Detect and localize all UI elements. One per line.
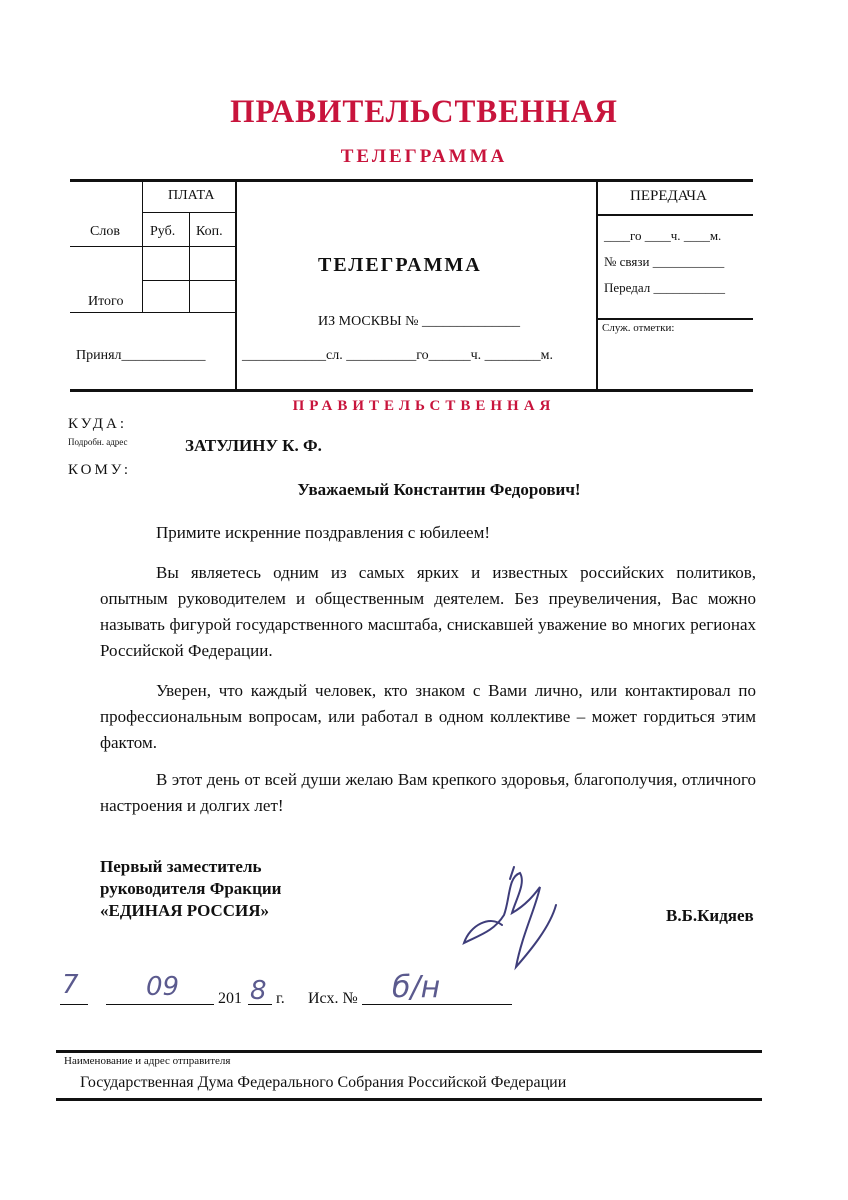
form-divider [142,182,143,312]
form-divider [597,214,753,216]
handwritten-signature [450,855,580,985]
handwritten-year-digit: 8 [250,976,267,1006]
sender-top-rule [56,1050,762,1053]
address-hint: Подробн. адрес [68,437,128,447]
form-telegram-label: ТЕЛЕГРАММА [318,254,482,276]
year-prefix: 201 [218,990,242,1007]
peredacha-label: ПЕРЕДАЧА [630,188,707,204]
paragraph: Уверен, что каждый человек, кто знаком с Вами лично, или контактировал по профессиональным вопросам, или работал в одном коллективе – может гордиться этим фактом. [100,681,756,752]
n-svyazi-label: № связи ___________ [604,254,725,269]
transmission-fields: ____________сл. __________го______ч. ________м. [242,348,554,363]
recipient-name: ЗАТУЛИНУ К. Ф. [185,436,322,455]
paragraph: Примите искренние поздравления с юбилеем! [156,523,491,542]
form-divider [189,212,190,312]
prinyal-label: Принял____________ [76,348,206,363]
peredacha-time-fields: ____го ____ч. ____м. [604,228,722,243]
form-divider [142,212,236,213]
telegram-form-table [70,179,753,392]
peredal-label: Передал ___________ [604,280,725,295]
paragraph: В этот день от всей души желаю Вам крепкого здоровья, благополучия, отличного настроения и долгих лет! [100,770,756,815]
handwritten-day: 7 [62,970,79,1000]
handwritten-month: 09 [146,972,180,1002]
paragraph: Вы являетесь одним из самых ярких и известных российских политиков, опытным руководителем и общественным деятелем. Без преувеличения, Вас можно называть фигурой государственного масштаба, снискавшей уважение во многих регионах Российской Федерации. [100,563,756,660]
telegram-subtitle: ТЕЛЕГРАММА [340,146,508,167]
komu-label: КОМУ: [68,462,132,478]
telegram-title: ПРАВИТЕЛЬСТВЕННАЯ [230,94,618,130]
ref-label: Исх. № [308,990,358,1007]
handwritten-ref: б/н [392,970,441,1005]
form-divider [70,246,236,247]
day-underline [60,1004,88,1005]
iz-moskvy-label: ИЗ МОСКВЫ № ______________ [318,314,520,329]
sender-value: Государственная Дума Федерального Собрания Российской Федерации [80,1074,567,1091]
sender-label: Наименование и адрес отправителя [64,1055,231,1067]
rub-label: Руб. [150,224,176,239]
form-divider [70,312,236,313]
kuda-label: КУДА: [68,416,128,432]
month-underline [106,1004,214,1005]
signatory-name: В.Б.Кидяев [666,906,754,925]
slov-label: Слов [90,224,120,239]
sluzh-label: Служ. отметки: [602,322,675,334]
plata-label: ПЛАТА [168,188,215,203]
year-suffix: г. [276,990,285,1007]
form-divider [235,182,237,389]
signatory-title: Первый заместитель руководителя Фракции «ЕДИНАЯ РОССИЯ» [100,857,282,920]
sender-bottom-rule [56,1098,762,1101]
itogo-label: Итого [88,294,124,309]
kop-label: Коп. [196,224,223,239]
salutation: Уважаемый Константин Федорович! [297,480,581,499]
form-divider [597,318,753,320]
section-title: ПРАВИТЕЛЬСТВЕННАЯ [292,398,556,414]
form-divider [142,280,236,281]
